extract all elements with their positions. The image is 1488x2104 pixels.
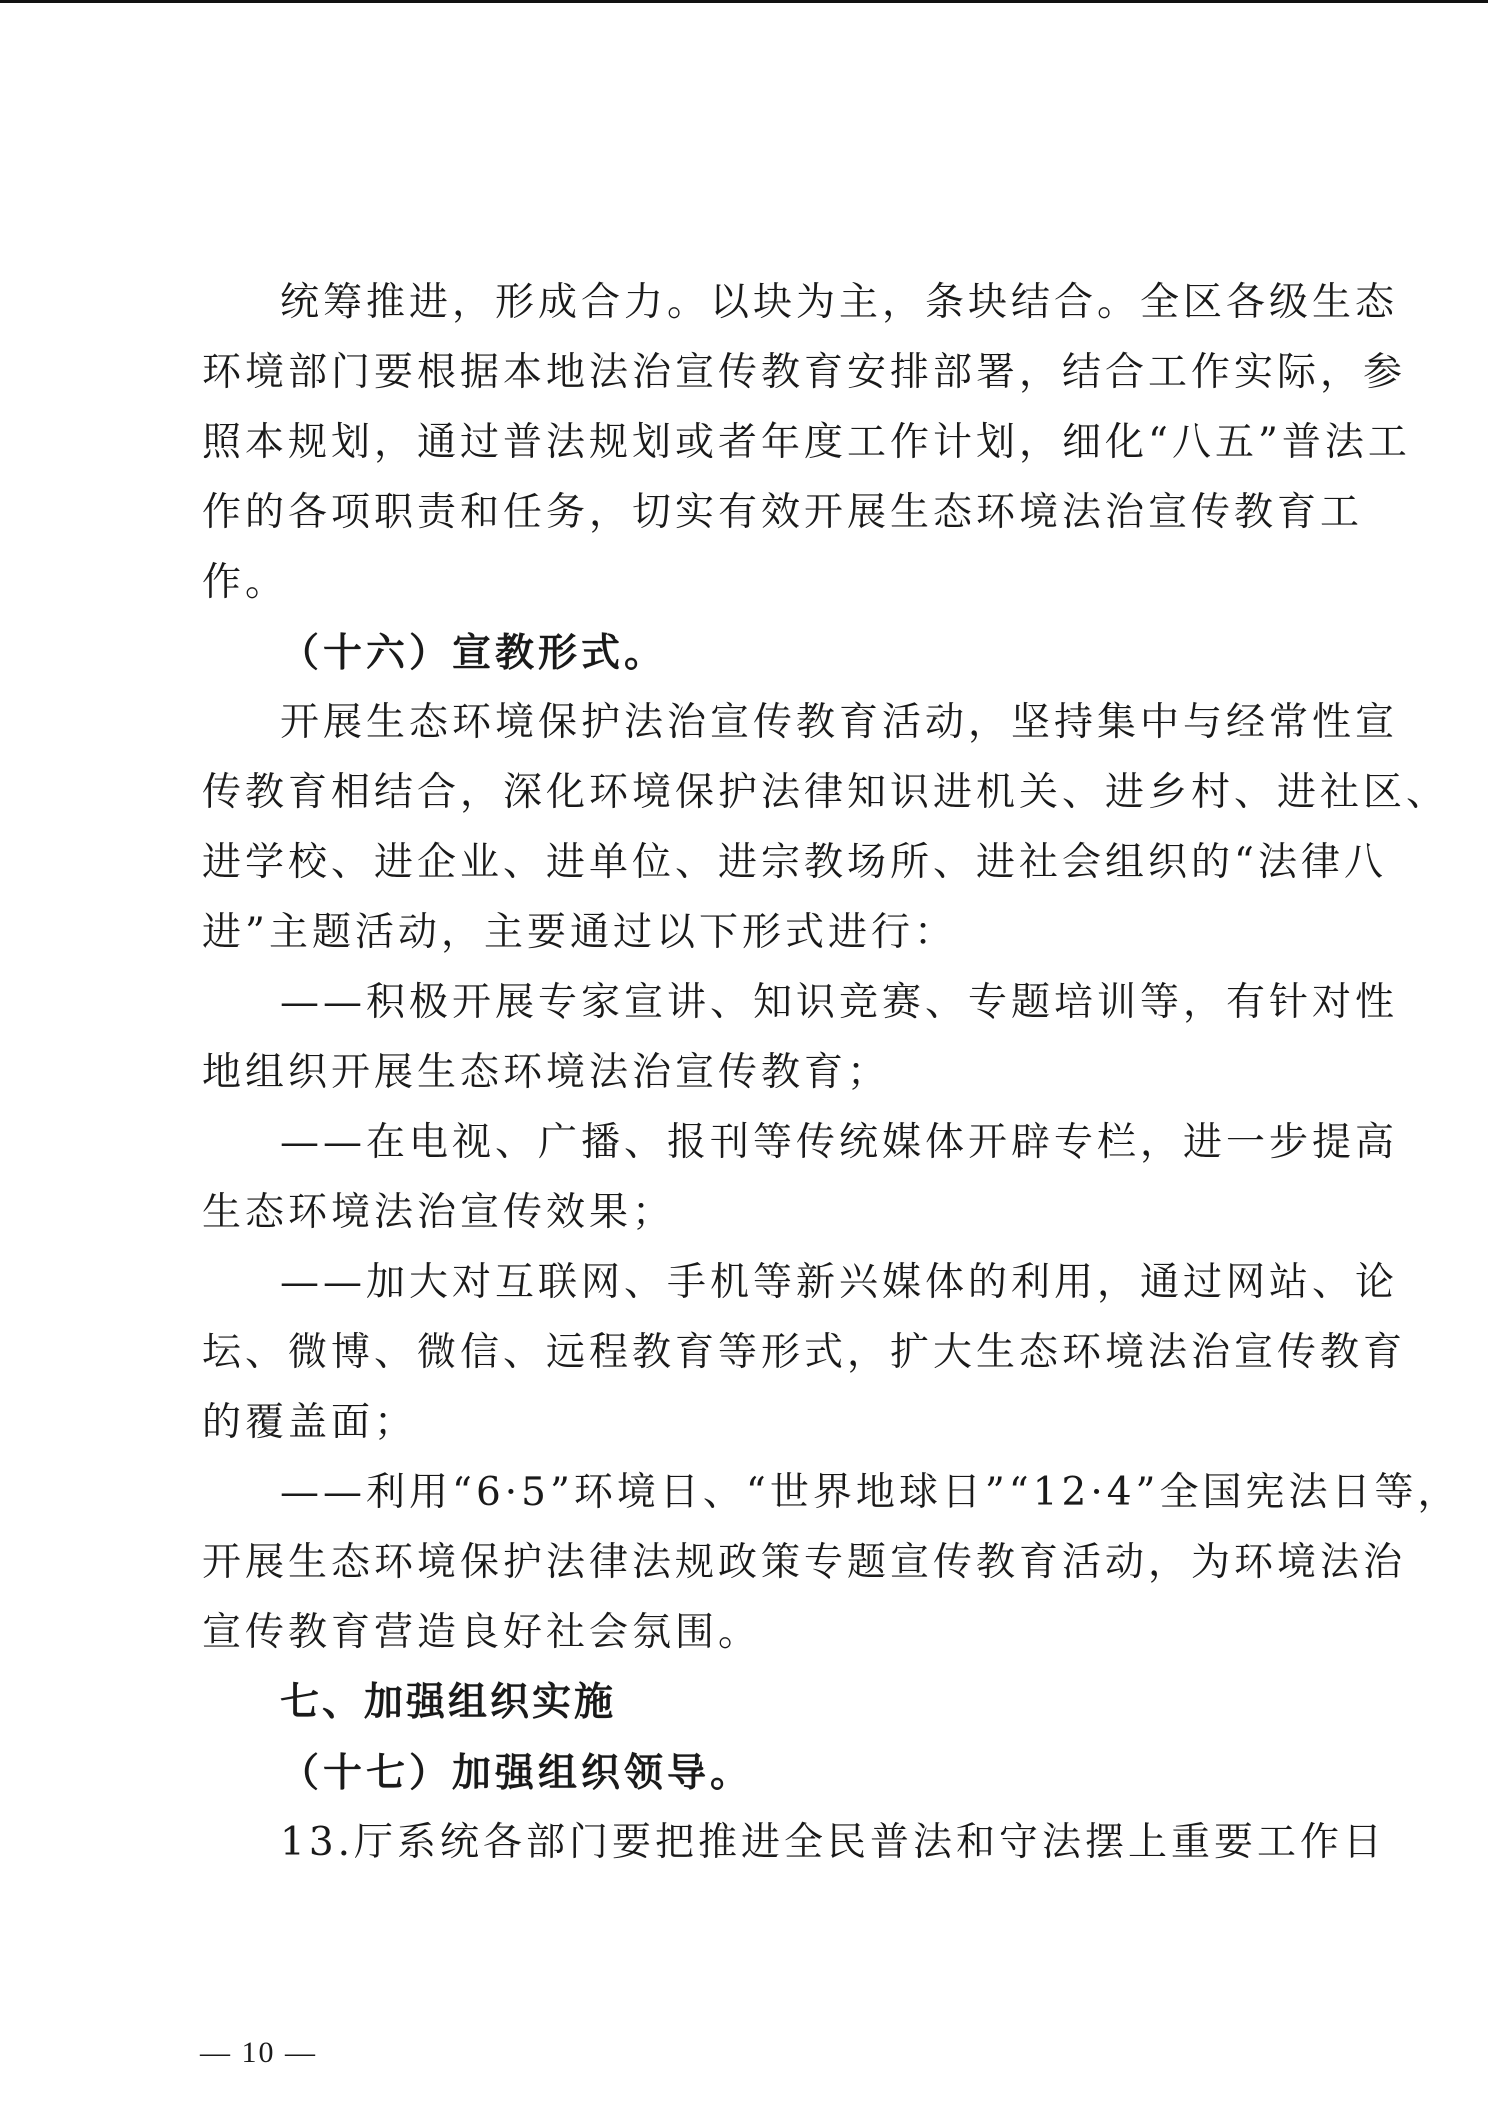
list-item-line: ——积极开展专家宣讲、知识竞赛、专题培训等，有针对性 xyxy=(280,980,1399,1025)
section-heading-17: （十七）加强组织领导。 xyxy=(280,1750,754,1796)
paragraph-line: 照本规划，通过普法规划或者年度工作计划，细化“八五”普法工 xyxy=(202,420,1411,465)
chapter-heading-7: 七、加强组织实施 xyxy=(280,1680,617,1725)
paragraph-line: 环境部门要根据本地法治宣传教育安排部署，结合工作实际，参 xyxy=(202,350,1407,395)
paragraph-line: 进”主题活动，主要通过以下形式进行： xyxy=(202,910,957,955)
paragraph-line: 传教育相结合，深化环境保护法律知识进机关、进乡村、进社区、 xyxy=(202,770,1450,815)
list-item-line: 坛、微博、微信、远程教育等形式，扩大生态环境法治宣传教育 xyxy=(202,1330,1407,1375)
list-item-line: ——加大对互联网、手机等新兴媒体的利用，通过网站、论 xyxy=(280,1260,1399,1305)
list-item-line: 开展生态环境保护法律法规政策专题宣传教育活动，为环境法治 xyxy=(202,1540,1407,1585)
list-item-line: 地组织开展生态环境法治宣传教育； xyxy=(202,1050,891,1095)
list-item-line: ——利用“6·5”环境日、“世界地球日”“12·4”全国宪法日等， xyxy=(280,1470,1461,1515)
paragraph-line: 作。 xyxy=(202,560,289,605)
document-body xyxy=(202,268,1461,1878)
section-heading-16: （十六）宣教形式。 xyxy=(280,630,668,676)
list-item-line: ——在电视、广播、报刊等传统媒体开辟专栏，进一步提高 xyxy=(280,1120,1399,1165)
paragraph-line: 开展生态环境保护法治宣传教育活动，坚持集中与经常性宣 xyxy=(280,700,1399,745)
paragraph-line: 进学校、进企业、进单位、进宗教场所、进社会组织的“法律八 xyxy=(202,840,1387,885)
paragraph-line: 作的各项职责和任务，切实有效开展生态环境法治宣传教育工 xyxy=(202,490,1364,535)
list-item-line: 的覆盖面； xyxy=(202,1400,418,1445)
page-number: — 10 — xyxy=(200,2036,317,2069)
paragraph-line: 统筹推进，形成合力。以块为主，条块结合。全区各级生态 xyxy=(280,280,1399,325)
paragraph-line: 13.厅系统各部门要把推进全民普法和守法摆上重要工作日 xyxy=(280,1820,1387,1865)
top-border-line xyxy=(0,0,1488,3)
list-item-line: 生态环境法治宣传效果； xyxy=(202,1190,676,1235)
list-item-line: 宣传教育营造良好社会氛围。 xyxy=(202,1610,762,1655)
